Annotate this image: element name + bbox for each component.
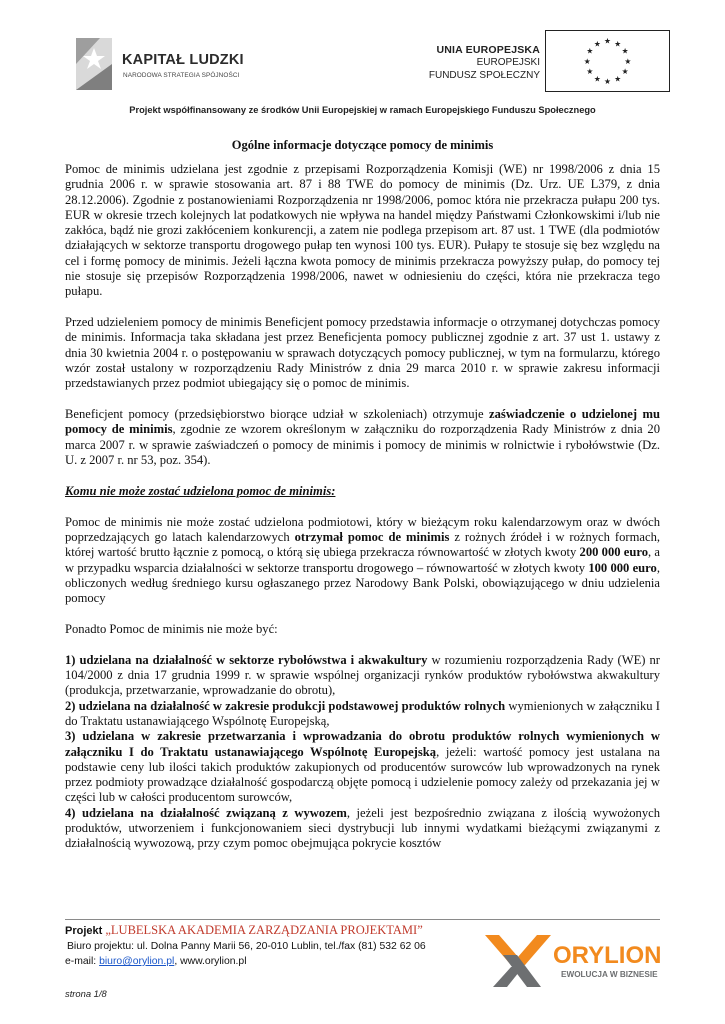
cofinancing-note: Projekt współfinansowany ze środków Unii Europejskiej w ramach Europejskiego Funduszu Społecznego xyxy=(129,105,596,115)
footer-project xyxy=(65,923,426,939)
paragraph-5: Ponadto Pomoc de minimis nie może być: xyxy=(65,621,278,636)
p4-text-a: Pomoc de minimis nie może zostać udzielona podmiotowi, który w bieżącym roku kalendarzowym oraz w dwóch poprzedzających go latach kalendarzowych xyxy=(65,514,660,544)
footer-address: Biuro projektu: ul. Dolna Panny Marii 56, 20-010 Lublin, tel./fax (81) 532 62 06 xyxy=(67,941,426,952)
p4-bold-100k: 100 000 euro xyxy=(588,560,657,575)
list-item-2 xyxy=(65,699,660,730)
page-footer xyxy=(65,923,426,969)
p4-bold-a: otrzymał pomoc de minimis xyxy=(294,529,450,544)
list-item-4 xyxy=(65,806,660,852)
eu-star-icon: ★ xyxy=(621,46,629,56)
footer-contact xyxy=(65,954,426,969)
subheading-text: Komu nie może zostać udzielona pomoc de minimis: xyxy=(65,483,336,498)
document-body xyxy=(65,162,660,852)
page-title: Ogólne informacje dotyczące pomocy de minimis xyxy=(231,138,494,152)
p4-text-c: z rożnych źródeł i w rożnych formach, której wartość brutto łącznie z pomocą, o którą się ubiega przekracza równowartość w złotych kwoty xyxy=(65,529,661,560)
item1-bold: 1) udzielana na działalność w sektorze rybołówstwa i akwakultury xyxy=(65,652,428,667)
footer-project-label: Projekt xyxy=(65,925,106,937)
item3-text: , jeżeli: wartość pomocy jest ustalana na podstawie ceny lub ilości takich produktów zakupionych od producentów surowców lub wprowadzonych na rynek przez podmioty prowadzące działalność gospodarczą objęte pomocą i udzielenie pomocy zależy od przekazania jej w części lub w całości producentom surowców, xyxy=(65,744,660,805)
section-heading xyxy=(65,484,660,499)
footer-divider xyxy=(65,919,660,920)
p3-text-c: , zgodnie ze wzorem określonym w załączniku do rozporządzenia Rady Ministrów z dnia 20 marca 2007 r. w sprawie zaświadczeń o pomocy de minimis i pomocy de minimis w rolnictwie i rybołówstwie (Dz. U. z 2007 r. nr 53, poz. 354). xyxy=(65,422,660,468)
p3-text-a: Beneficjent pomocy (przedsiębiorstwo biorące udział w szkoleniach) otrzymuje xyxy=(65,407,490,422)
footer-email-link[interactable]: biuro@orylion.pl xyxy=(99,956,175,967)
eu-star-icon: ★ xyxy=(604,77,611,87)
paragraph-1: Pomoc de minimis udzielana jest zgodnie z przepisami Rozporządzenia Komisji (WE) nr 1998/2006 z dnia 15 grudnia 2006 r. w sprawie stosowania art. 87 i 88 TWE do pomocy de minimis (Dz. Urz. UE L379, z dnia 28.12.2006). Zgodnie z postanowieniami Rozporządzenia nr 1998/2006, pomoc która nie przekracza pułapu 200 tys. EUR w okresie trzech kolejnych lat podatkowych nie wpływa na handel między Państwami Członkowskimi i/lub nie zakłóca, bądź nie grozi zakłóceniem konkurencji, a zatem nie podlega przepisom art. 87 ust. 1 TWE (dla podmiotów działających w sektorze transportu drogowego pułap ten wynosi 100 tys. EUR). Pułapy te stosuje się bez względu na cel i formę pomocy de minimis. Jeżeli łączna kwota pomocy de minimis przekracza powyższy pułap, do pomocy tej nie stosuje się przepisów Rozporządzenia 1998/2006, nawet w odniesieniu do części, która nie przekracza tego pułapu. xyxy=(65,162,660,299)
p3-bold-certificate: zaświadczenie o udzielonej mu pomocy de minimis xyxy=(65,407,660,437)
item4-bold: 4) udzielana na działalność związaną z wywozem xyxy=(65,805,347,820)
kapital-ludzki-title: KAPITAŁ LUDZKI xyxy=(122,52,244,68)
kapital-ludzki-emblem-icon xyxy=(70,34,118,94)
eu-star-icon: ★ xyxy=(621,67,629,77)
eu-star-icon: ★ xyxy=(586,67,594,77)
page-header xyxy=(70,30,670,100)
eu-star-icon: ★ xyxy=(586,46,594,56)
item1-text: w rozumieniu rozporządzenia Rady (WE) nr 104/2000 z dnia 17 grudnia 1999 r. w sprawie wspólnej organizacji rynków produktów rybołówstwa akwakultury (produkcja, przetwarzanie, wprowadzanie do obrotu), xyxy=(65,652,660,698)
p4-text-g: , obliczonych według średniego kursu ogłaszanego przez Narodowy Bank Polski, obowiązującego w dniu udzielenia pomocy xyxy=(65,560,660,606)
orylion-x-icon xyxy=(485,935,551,987)
paragraph-2: Przed udzieleniem pomocy de minimis Beneficjent pomocy przedstawia informacje o otrzymanej dotychczas pomocy de minimis. Informacja taka składana jest przez Beneficjenta pomocy publicznej zgodnie z art. 37 ust 1. ustawy z dnia 30 kwietnia 2004 r. o postępowaniu w sprawach dotyczących pomocy publicznej, w tym na formularzu, którego wzór został ustalony w rozporządzeniu Rady Ministrów z dnia 29 marca 2010 r. w sprawie zakresu informacji przedstawianych przez podmiot ubiegający się o pomoc de minimis. xyxy=(65,315,660,391)
footer-web: , www.orylion.pl xyxy=(174,956,247,967)
item2-text: wymienionych w załączniku I do Traktatu ustanawiającego Wspólnotę Europejską, xyxy=(65,698,660,728)
kapital-ludzki-subtitle: NARODOWA STRATEGIA SPÓJNOŚCI xyxy=(123,72,240,79)
eu-star-icon: ★ xyxy=(593,74,601,84)
list-item-1 xyxy=(65,653,660,699)
item2-bold: 2) udzielana na działalność w zakresie produkcji podstawowej produktów rolnych xyxy=(65,698,506,713)
paragraph-4 xyxy=(65,515,660,607)
eu-flag-icon xyxy=(545,30,670,92)
eu-star-icon: ★ xyxy=(583,56,591,66)
eu-star-icon: ★ xyxy=(593,39,601,49)
eu-star-icon: ★ xyxy=(614,39,622,49)
list-item-3 xyxy=(65,729,660,805)
page-number: strona 1/8 xyxy=(65,988,107,999)
eu-star-icon: ★ xyxy=(604,36,611,46)
paragraph-3 xyxy=(65,407,660,468)
orylion-tagline: EWOLUCJA W BIZNESIE xyxy=(561,970,658,979)
p4-bold-200k: 200 000 euro xyxy=(579,545,649,560)
eu-logo-line3: FUNDUSZ SPOŁECZNY xyxy=(428,70,540,81)
footer-project-name: „LUBELSKA AKADEMIA ZARZĄDZANIA PROJEKTAMI” xyxy=(105,923,423,937)
eu-star-icon: ★ xyxy=(614,74,622,84)
kapital-ludzki-logo xyxy=(70,34,330,96)
item4-text: , jeżeli jest bezpośrednio związana z ilością wywożonych produktów, utworzeniem i funkcjonowaniem sieci dystrybucji lub innymi wydatkami bieżącymi związanymi z działalnością wywozową, przy czym pomoc obejmująca pokrycie kosztów xyxy=(65,805,660,851)
eu-logo-line2: EUROPEJSKI xyxy=(476,57,540,68)
eu-logo-text xyxy=(429,44,540,82)
orylion-logo xyxy=(483,925,663,995)
orylion-name: ORYLION xyxy=(553,942,662,969)
p4-text-e: , a w przypadku wsparcia działalności w sektorze transportu drogowego – równowartość w złotych kwoty xyxy=(65,545,660,575)
eu-star-icon: ★ xyxy=(624,56,632,66)
footer-email-label: e-mail: xyxy=(65,956,100,967)
eu-logo-line1: UNIA EUROPEJSKA xyxy=(436,44,540,56)
item3-bold: 3) udzielana w zakresie przetwarzania i wprowadzania do obrotu produktów rolnych wymienionych w załączniku I do Traktatu ustanawiającego Wspólnotę Europejską xyxy=(65,729,660,759)
